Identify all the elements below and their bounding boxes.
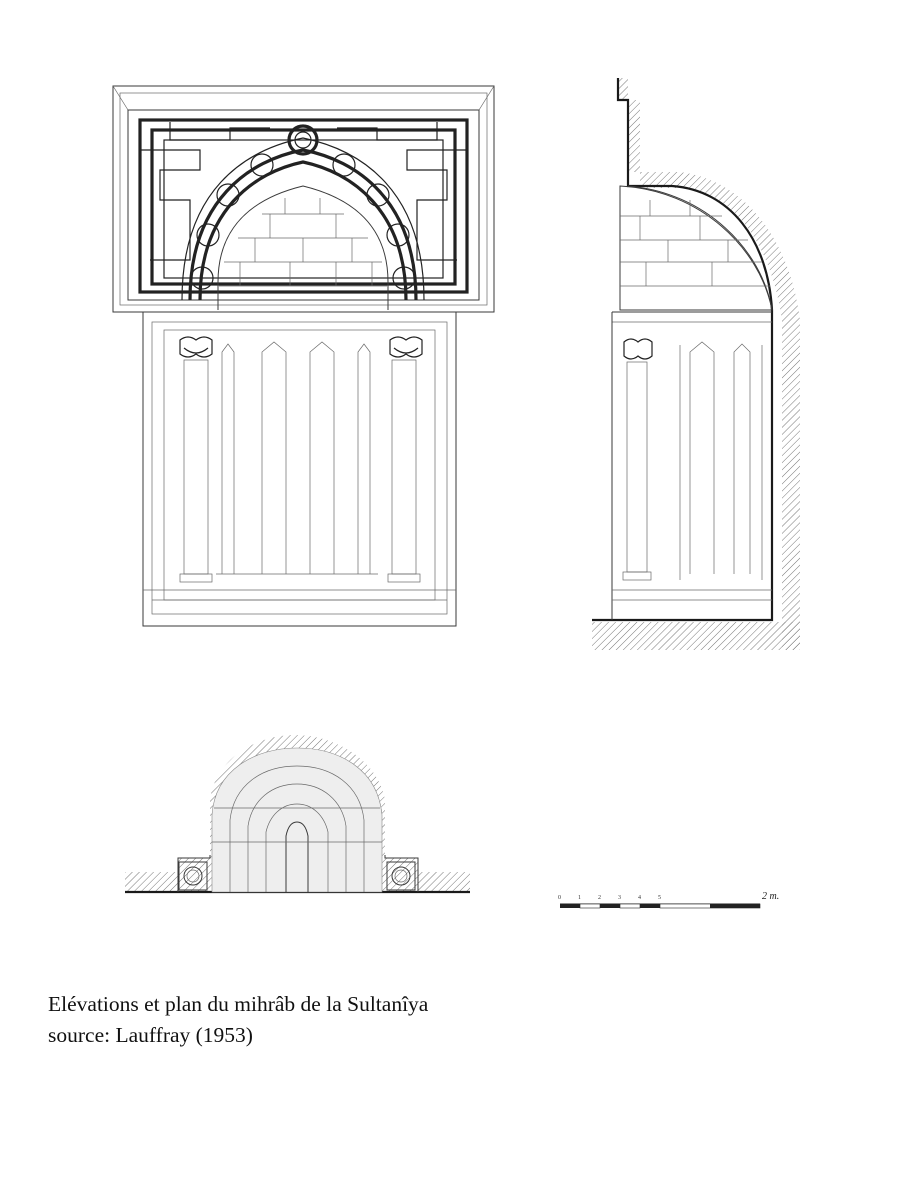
section-elevation <box>592 78 800 650</box>
inner-panels <box>216 342 378 574</box>
plan-view <box>125 735 470 892</box>
section-capital <box>624 339 652 359</box>
scale-tick-3: 3 <box>618 895 621 901</box>
capital-right <box>390 337 422 357</box>
figure-caption <box>48 989 428 1051</box>
scale-tick-2: 2 <box>598 895 601 901</box>
scale-end-label: 2 m. <box>762 891 780 902</box>
caption-source: source: Lauffray (1953) <box>48 1023 253 1047</box>
scale-tick-0: 0 <box>558 895 561 901</box>
interlace-ornament <box>140 120 467 300</box>
caption-title: Elévations et plan du mihrâb de la Sultanîya <box>48 992 429 1016</box>
front-elevation <box>113 86 494 626</box>
scale-tick-5: 5 <box>658 895 661 901</box>
scale-tick-1: 1 <box>578 895 581 901</box>
scale-tick-4: 4 <box>638 895 641 901</box>
scale-bar <box>558 891 779 908</box>
capital-left <box>180 337 212 357</box>
